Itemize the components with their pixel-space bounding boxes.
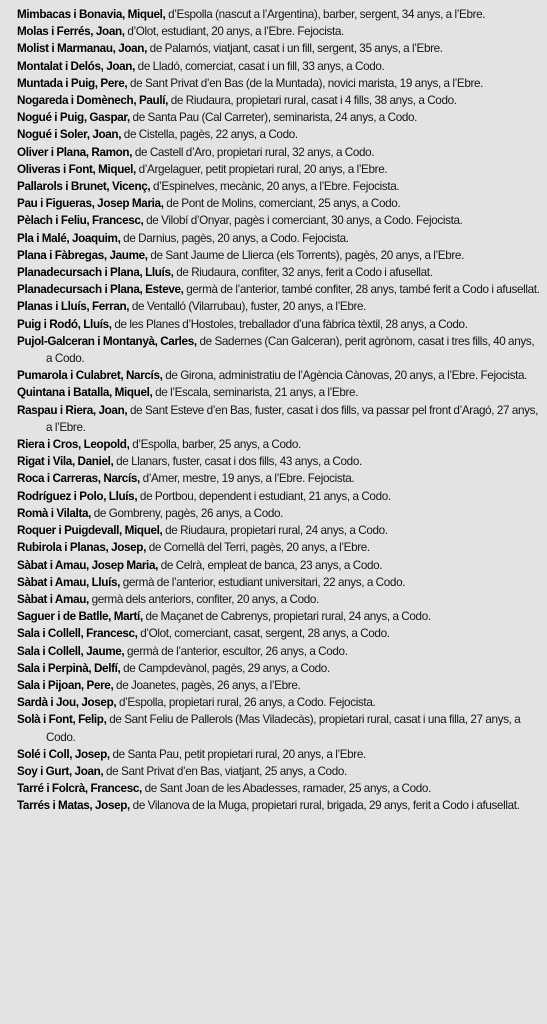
entry-name: Romà i Vilalta, <box>17 506 92 520</box>
entry-description: germà de l’anterior, estudiant universitari, 22 anys, a Codo. <box>120 575 406 589</box>
list-item <box>17 470 541 487</box>
entry-name: Sala i Collell, Francesc, <box>17 627 138 641</box>
list-item <box>17 625 541 642</box>
entry-name: Pumarola i Culabret, Narcís, <box>17 369 163 383</box>
list-item <box>17 453 541 470</box>
entry-description: de Sant Privat d’en Bas (de la Muntada), novici marista, 19 anys, a l’Ebre. <box>127 76 484 90</box>
entry-description: germà de l’anterior, escultor, 26 anys, a Codo. <box>124 644 348 658</box>
list-item <box>17 591 541 608</box>
list-item <box>17 58 541 75</box>
entry-description: d’Amer, mestre, 19 anys, a l’Ebre. Fejocista. <box>139 472 355 486</box>
entry-name: Roquer i Puigdevall, Miquel, <box>17 524 163 538</box>
entry-name: Soy i Gurt, Joan, <box>17 764 104 778</box>
entry-description: de Maçanet de Cabrenys, propietari rural, 24 anys, a Codo. <box>142 610 431 624</box>
entry-description: d’Espinelves, mecànic, 20 anys, a l’Ebre. Fejocista. <box>150 180 400 194</box>
entry-name: Rigat i Vila, Daniel, <box>17 455 114 469</box>
list-item <box>17 333 541 367</box>
entry-description: d’Espolla, propietari rural, 26 anys, a Codo. Fejocista. <box>116 696 376 710</box>
entry-description: de l’Escala, seminarista, 21 anys, a l’Ebre. <box>152 386 359 400</box>
list-item <box>17 746 541 763</box>
entry-description: de Llanars, fuster, casat i dos fills, 43 anys, a Codo. <box>113 455 362 469</box>
list-item <box>17 6 541 23</box>
list-item <box>17 488 541 505</box>
list-item <box>17 677 541 694</box>
list-item <box>17 608 541 625</box>
list-item <box>17 643 541 660</box>
entry-description: de Celrà, empleat de banca, 23 anys, a Codo. <box>158 558 383 572</box>
entry-description: de Riudaura, propietari rural, casat i 4 fills, 38 anys, a Codo. <box>168 94 457 108</box>
list-item <box>17 522 541 539</box>
list-item <box>17 298 541 315</box>
entry-name: Sàbat i Amau, Lluís, <box>17 575 121 589</box>
entry-description: de Girona, administratiu de l’Agència Cànovas, 20 anys, a l’Ebre. Fejocista. <box>162 369 528 383</box>
entry-name: Raspau i Riera, Joan, <box>17 403 128 417</box>
list-item <box>17 436 541 453</box>
entry-name: Tarré i Folcrà, Francesc, <box>17 782 142 796</box>
entry-description: de Sadernes (Can Galceran), perit agrònom, casat i tres fills, 40 anys, a Codo. <box>46 334 535 366</box>
list-item <box>17 144 541 161</box>
entry-name: Oliver i Plana, Ramon, <box>17 145 133 159</box>
entry-name: Puig i Rodó, Lluís, <box>17 317 112 331</box>
entry-description: de Sant Feliu de Pallerols (Mas Viladecàs), propietari rural, casat i una filla, 27 anys, a Codo. <box>46 713 521 744</box>
list-item <box>17 505 541 522</box>
entry-name: Sala i Perpinà, Delfí, <box>17 661 121 675</box>
entry-name: Planadecursach i Plana, Lluís, <box>17 266 174 280</box>
entry-description: de Pont de Molins, comerciant, 25 anys, a Codo. <box>163 197 401 211</box>
entry-name: Muntada i Puig, Pere, <box>17 76 128 90</box>
entry-description: de Campdevànol, pagès, 29 anys, a Codo. <box>120 661 330 675</box>
entry-description: de Darnius, pagès, 20 anys, a Codo. Fejocista. <box>120 231 349 245</box>
entry-description: de Lladó, comerciat, casat i un fill, 33 anys, a Codo. <box>134 59 385 73</box>
entry-name: Sala i Pijoan, Pere, <box>17 678 114 692</box>
list-item <box>17 367 541 384</box>
entry-name: Montalat i Delós, Joan, <box>17 59 135 73</box>
entry-description: de Gombreny, pagès, 26 anys, a Codo. <box>91 506 284 520</box>
entry-name: Molas i Ferrés, Joan, <box>17 25 125 39</box>
entry-description: de Vilobí d’Onyar, pagès i comerciant, 30 anys, a Codo. Fejocista. <box>143 214 463 228</box>
entry-name: Sàbat i Amau, <box>17 592 89 606</box>
entry-description: germà de l’anterior, també confiter, 28 anys, també ferit a Codo i afusellat. <box>183 283 540 297</box>
entry-name: Pallarols i Brunet, Vicenç, <box>17 180 151 194</box>
entry-name: Pujol-Galceran i Montanyà, Carles, <box>17 334 197 348</box>
entry-description: de Riudaura, propietari rural, 24 anys, a Codo. <box>162 524 388 538</box>
entry-description: d’Espolla (nascut a l’Argentina), barber, sergent, 34 anys, a l’Ebre. <box>165 8 486 21</box>
entry-name: Planas i Lluís, Ferran, <box>17 300 130 314</box>
entry-description: de Sant Jaume de Llierca (els Torrents), pagès, 20 anys, a l’Ebre. <box>147 248 464 262</box>
entry-description: de Sant Joan de les Abadesses, ramader, 25 anys, a Codo. <box>141 782 431 796</box>
entry-name: Solà i Font, Felip, <box>17 713 107 727</box>
list-item <box>17 402 541 436</box>
list-item <box>17 574 541 591</box>
list-item <box>17 797 541 814</box>
list-item <box>17 763 541 780</box>
entry-description: de Santa Pau (Cal Carreter), seminarista, 24 anys, a Codo. <box>129 111 418 125</box>
list-item <box>17 281 541 298</box>
entry-description: de Cornellà del Terri, pagès, 20 anys, a l’Ebre. <box>146 541 370 555</box>
list-item <box>17 660 541 677</box>
entry-description: de Santa Pau, petit propietari rural, 20 anys, a l’Ebre. <box>109 747 366 761</box>
entry-description: de Portbou, dependent i estudiant, 21 anys, a Codo. <box>137 489 391 503</box>
list-item <box>17 126 541 143</box>
list-item <box>17 212 541 229</box>
entry-description: germà dels anteriors, confiter, 20 anys, a Codo. <box>88 592 319 606</box>
list-item <box>17 780 541 797</box>
entry-name: Nogué i Puig, Gaspar, <box>17 111 130 125</box>
entry-description: de Riudaura, confiter, 32 anys, ferit a Codo i afusellat. <box>173 266 433 280</box>
entry-description: de Ventalló (Vilarrubau), fuster, 20 anys, a l’Ebre. <box>129 300 367 314</box>
list-item <box>17 539 541 556</box>
entry-name: Riera i Cros, Leopold, <box>17 438 130 452</box>
entry-name: Rubirola i Planas, Josep, <box>17 541 146 555</box>
entry-name: Saguer i de Batlle, Martí, <box>17 610 143 624</box>
list-item <box>17 178 541 195</box>
entry-name: Sàbat i Amau, Josep Maria, <box>17 558 159 572</box>
entry-name: Roca i Carreras, Narcís, <box>17 472 140 486</box>
entry-description: d’Olot, comerciant, casat, sergent, 28 anys, a Codo. <box>137 627 390 641</box>
list-item <box>17 230 541 247</box>
entry-name: Plana i Fàbregas, Jaume, <box>17 248 148 262</box>
entry-description: d’Olot, estudiant, 20 anys, a l’Ebre. Fejocista. <box>124 25 344 39</box>
entry-description: d’Argelaguer, petit propietari rural, 20 anys, a l’Ebre. <box>135 162 388 176</box>
entry-description: de Sant Esteve d’en Bas, fuster, casat i dos fills, va passar pel front d’Aragó, 27 anys, a l’Ebre. <box>46 403 539 434</box>
entry-description: de Vilanova de la Muga, propietari rural, brigada, 29 anys, ferit a Codo i afusellat. <box>129 799 520 813</box>
entry-name: Oliveras i Font, Miquel, <box>17 162 136 176</box>
list-item <box>17 694 541 711</box>
entry-name: Sardà i Jou, Josep, <box>17 696 117 710</box>
entry-name: Quintana i Batalla, Miquel, <box>17 386 153 400</box>
entry-name: Mimbacas i Bonavia, Miquel, <box>17 8 166 21</box>
list-item <box>17 384 541 401</box>
list-item <box>17 161 541 178</box>
entry-name: Tarrés i Matas, Josep, <box>17 799 130 813</box>
entry-description: de Cistella, pagès, 22 anys, a Codo. <box>121 128 298 142</box>
list-item <box>17 316 541 333</box>
entry-name: Sala i Collell, Jaume, <box>17 644 125 658</box>
entry-description: de Joanetes, pagès, 26 anys, a l’Ebre. <box>113 678 301 692</box>
list-item <box>17 557 541 574</box>
list-item <box>17 75 541 92</box>
list-item <box>17 40 541 57</box>
entry-name: Nogareda i Domènech, Paulí, <box>17 94 169 108</box>
list-item <box>17 264 541 281</box>
entry-name: Planadecursach i Plana, Esteve, <box>17 283 184 297</box>
entry-list <box>0 6 547 815</box>
list-item <box>17 711 541 745</box>
entry-description: de les Planes d’Hostoles, treballador d’una fàbrica tèxtil, 28 anys, a Codo. <box>111 317 468 331</box>
entry-description: de Palamós, viatjant, casat i un fill, sergent, 35 anys, a l’Ebre. <box>146 42 443 56</box>
entry-description: de Castell d’Aro, propietari rural, 32 anys, a Codo. <box>132 145 375 159</box>
list-item <box>17 195 541 212</box>
entry-name: Pau i Figueras, Josep Maria, <box>17 197 164 211</box>
list-item <box>17 92 541 109</box>
list-item <box>17 109 541 126</box>
entry-name: Pla i Malé, Joaquim, <box>17 231 121 245</box>
entry-name: Molist i Marmanau, Joan, <box>17 42 147 56</box>
entry-description: de Sant Privat d’en Bas, viatjant, 25 anys, a Codo. <box>103 764 347 778</box>
entry-name: Nogué i Soler, Joan, <box>17 128 122 142</box>
entry-name: Pèlach i Feliu, Francesc, <box>17 214 144 228</box>
entry-description: d’Espolla, barber, 25 anys, a Codo. <box>129 438 301 452</box>
entry-name: Solé i Coll, Josep, <box>17 747 110 761</box>
list-item <box>17 23 541 40</box>
list-item <box>17 247 541 264</box>
entry-name: Rodríguez i Polo, Lluís, <box>17 489 138 503</box>
